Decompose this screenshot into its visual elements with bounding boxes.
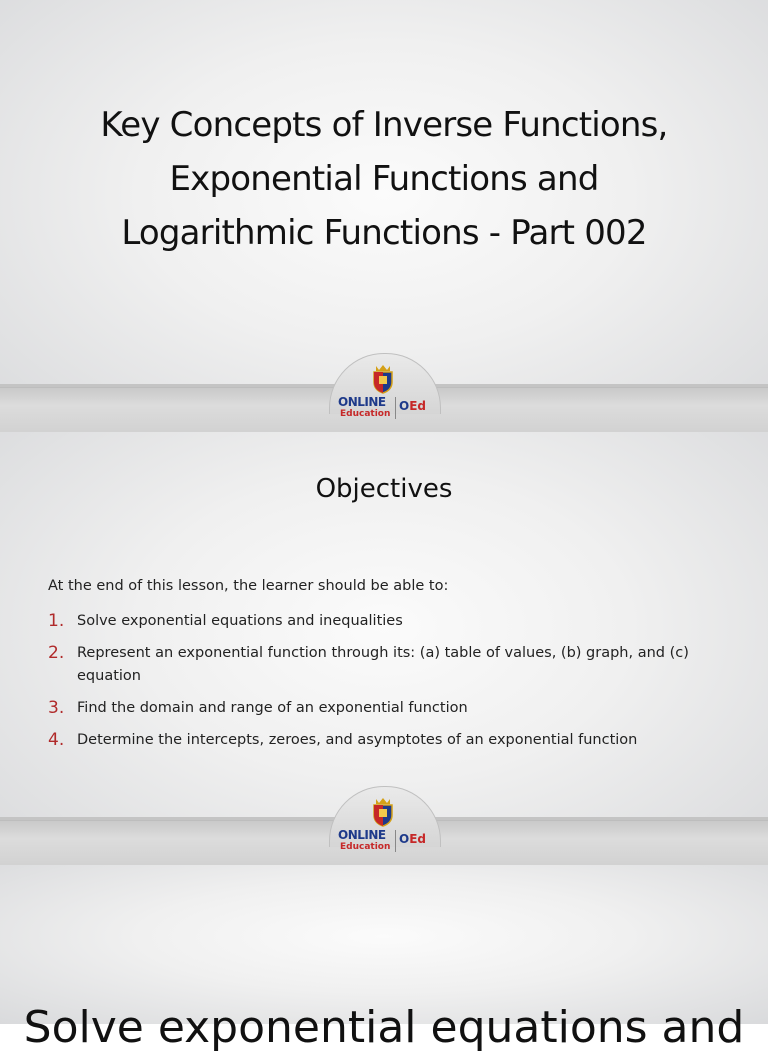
objective-item (48, 642, 728, 688)
objective-text: Solve exponential equations and inequalities (77, 613, 403, 629)
title-line-1: Key Concepts of Inverse Functions, (100, 105, 668, 145)
objective-number: 2. (48, 643, 65, 663)
crest-icon (372, 797, 394, 827)
logo-oed-ed: Ed (409, 399, 426, 413)
objective-number: 3. (48, 698, 65, 718)
objective-text: Determine the intercepts, zeroes, and asymptotes of an exponential function (77, 732, 638, 748)
slide-title (0, 0, 768, 432)
objectives-title: Objectives (315, 474, 453, 504)
online-education-logo (338, 364, 434, 426)
logo-oed-ed: Ed (409, 832, 426, 846)
online-education-logo (338, 797, 434, 859)
logo-oed-o: O (399, 832, 410, 846)
logo-oed-text (399, 832, 426, 846)
objectives-list (48, 610, 728, 761)
logo-separator (395, 830, 396, 852)
logo-education-text: Education (340, 842, 391, 852)
objective-item (48, 610, 728, 633)
logo-oed-o: O (399, 399, 410, 413)
objective-number: 1. (48, 611, 65, 631)
logo-online-text: ONLINE (338, 395, 386, 409)
logo-separator (395, 397, 396, 419)
logo-oed-text (399, 399, 426, 413)
crest-icon (372, 364, 394, 394)
objective-number: 4. (48, 730, 65, 750)
objectives-intro: At the end of this lesson, the learner should be able to: (48, 578, 449, 594)
title-line-2: Exponential Functions and (169, 159, 599, 199)
objective-text: Find the domain and range of an exponential function (77, 700, 468, 716)
objective-item (48, 729, 728, 752)
section-title: Solve exponential equations and (23, 1002, 745, 1053)
slide-objectives (0, 432, 768, 865)
logo-education-text: Education (340, 409, 391, 419)
objective-text: Represent an exponential function through its: (a) table of values, (b) graph, and (c) equation (77, 645, 689, 684)
title-line-3: Logarithmic Functions - Part 002 (121, 213, 647, 253)
logo-online-text: ONLINE (338, 828, 386, 842)
objective-item (48, 697, 728, 720)
slide-section-title (0, 865, 768, 1053)
slide-title-heading (30, 98, 738, 260)
